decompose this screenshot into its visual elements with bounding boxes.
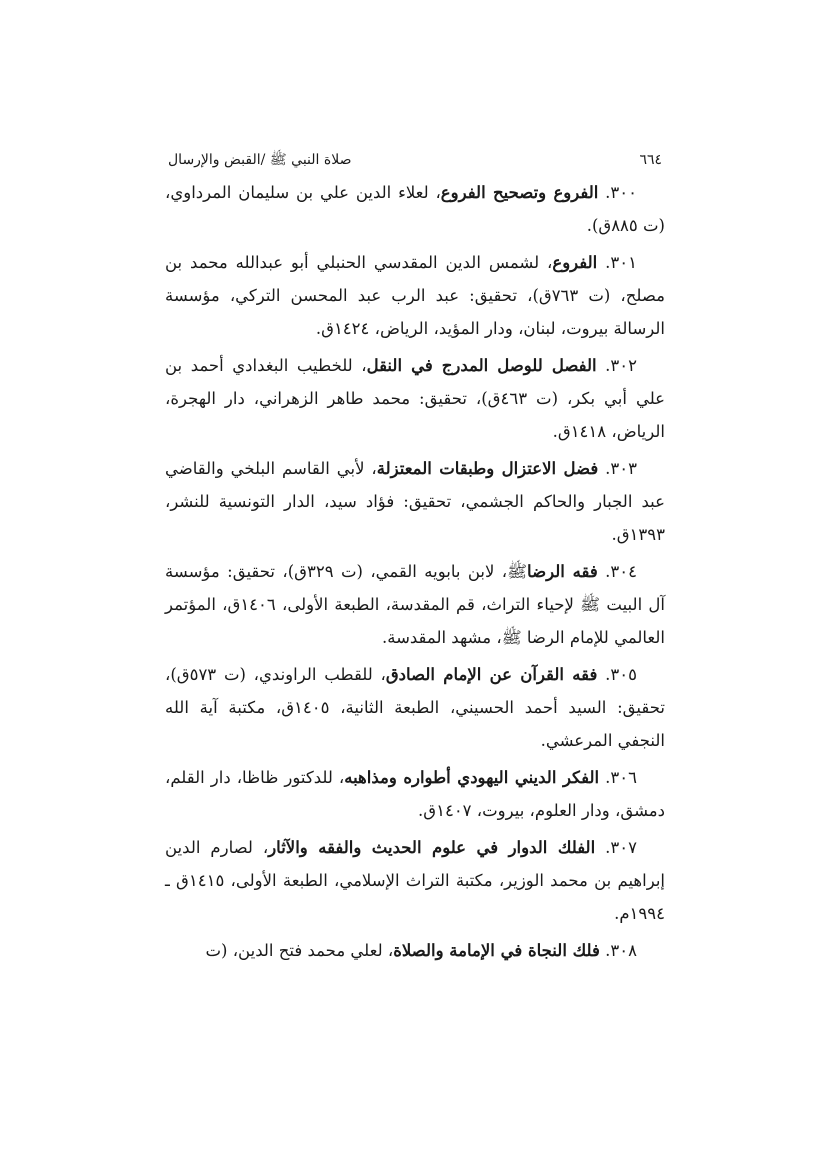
entry-title: الفروع وتصحيح الفروع [440,183,599,202]
page-number: ٦٦٤ [639,152,662,168]
entry-number: ٣٠٨. [605,941,637,960]
entry-title: الفروع [552,253,598,272]
page-header [165,150,665,176]
bibliography-entry-300 [165,176,665,242]
bibliography-entry-301 [165,246,665,345]
entry-title: الفلك الدوار في علوم الحديث والفقه والآثار [268,838,596,857]
entry-details: ، لصارم الدين إبراهيم بن محمد الوزير، مكتبة التراث الإسلامي، الطبعة الأولى، ١٤١٥ق ـ ١٩٩٤م. [165,838,665,923]
entry-title: الفكر الديني اليهودي أطواره ومذاهبه [344,768,600,787]
entry-details: ، لعلاء الدين علي بن سليمان المرداوي، (ت ٨٨٥ق). [165,183,665,235]
entry-title: فلك النجاة في الإمامة والصلاة [393,941,600,960]
document-page [165,150,665,971]
entry-number: ٣٠٢. [605,356,637,375]
bibliography-entry-308 [165,934,665,967]
bibliography-list [165,176,665,967]
entry-details: ، لشمس الدين المقدسي الحنبلي أبو عبدالله محمد بن مصلح، (ت ٧٦٣ق)، تحقيق: عبد الرب عبد المحسن التركي، مؤسسة الرسالة بيروت، لبنان، ودار المؤيد، الرياض، ١٤٢٤ق. [165,253,665,338]
entry-number: ٣٠٠. [605,183,638,202]
entry-number: ٣٠٥. [605,665,637,684]
entry-details: ، لعلي محمد فتح الدين، (ت [205,941,394,960]
entry-title: فقه الرضا [527,562,598,581]
entry-number: ٣٠١. [605,253,637,272]
bibliography-entry-305 [165,658,665,757]
entry-number: ٣٠٤. [605,562,637,581]
entry-number: ٣٠٣. [605,459,637,478]
entry-details: ﷺ، لابن بابويه القمي، (ت ٣٢٩ق)، تحقيق: مؤسسة آل البيت ﷺ لإحياء التراث، قم المقدسة، الطبعة الأولى، ١٤٠٦ق، المؤتمر العالمي للإمام الرضا ﷺ، مشهد المقدسة. [165,562,665,647]
bibliography-entry-303 [165,452,665,551]
entry-details: ، لأبي القاسم البلخي والقاضي عبد الجبار والحاكم الجشمي، تحقيق: فؤاد سيد، الدار التونسية للنشر، ١٣٩٣ق. [165,459,665,544]
entry-title: الفصل للوصل المدرج في النقل [366,356,597,375]
entry-title: فضل الاعتزال وطبقات المعتزلة [376,459,599,478]
bibliography-entry-306 [165,761,665,827]
entry-details: ، للقطب الراوندي، (ت ٥٧٣ق)، تحقيق: السيد أحمد الحسيني، الطبعة الثانية، ١٤٠٥ق، مكتبة آية الله النجفي المرعشي. [165,665,665,750]
entry-details: ، للخطيب البغدادي أحمد بن علي أبي بكر، (ت ٤٦٣ق)، تحقيق: محمد طاهر الزهراني، دار الهجرة، الرياض، ١٤١٨ق. [165,356,666,441]
bibliography-entry-304 [165,555,665,654]
entry-number: ٣٠٦. [605,768,638,787]
bibliography-entry-307 [165,831,665,930]
bibliography-entry-302 [165,349,665,448]
entry-title: فقه القرآن عن الإمام الصادق [385,665,598,684]
entry-details: ، للدكتور ظاظا، دار القلم، دمشق، ودار العلوم، بيروت، ١٤٠٧ق. [165,768,665,820]
running-title: صلاة النبي ﷺ /القبض والإرسال [168,152,352,168]
entry-number: ٣٠٧. [605,838,637,857]
